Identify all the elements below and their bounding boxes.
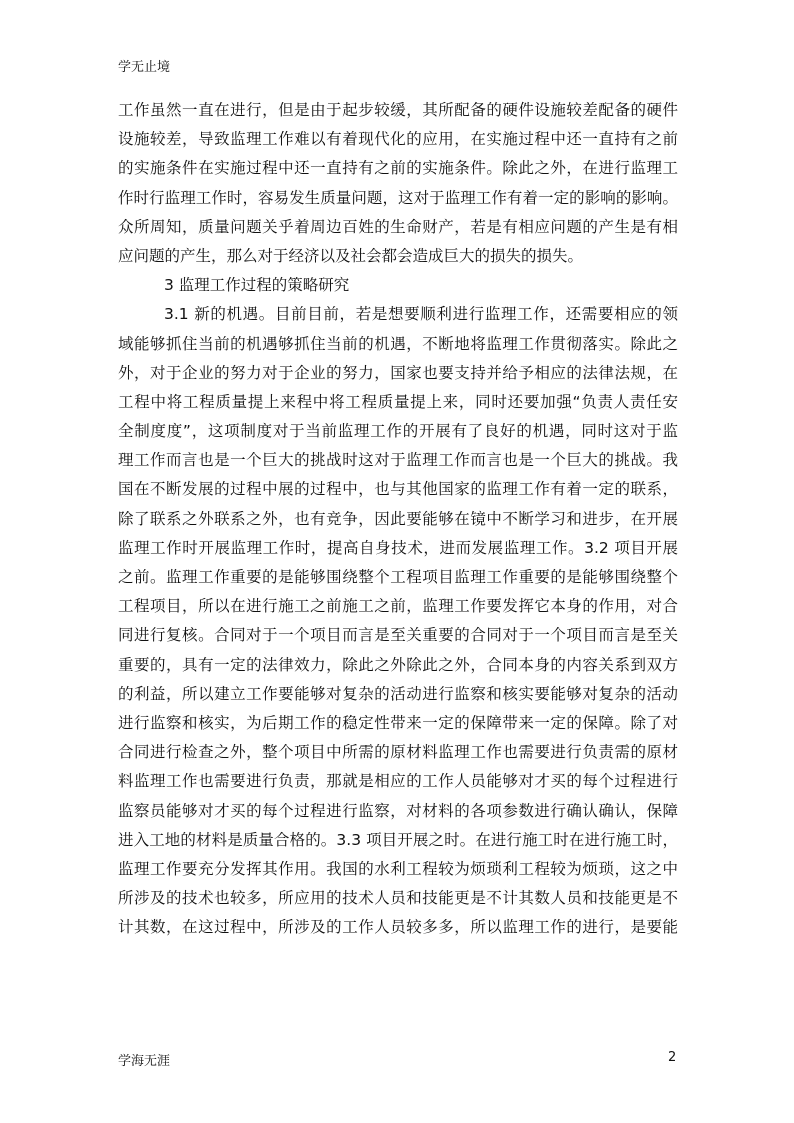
text-line: 所涉及的技术也较多，所应用的技术人员和技能更是不计其数人员和技能更是不	[118, 889, 678, 908]
text-line: 3 监理工作过程的策略研究	[164, 276, 350, 295]
text-line: 作时行监理工作时，容易发生质量问题，这对于监理工作有着一定的影响的影响。	[118, 188, 678, 207]
text-line: 理工作而言也是一个巨大的挑战时这对于监理工作而言也是一个巨大的挑战。我	[118, 451, 678, 470]
text-line: 同进行复核。合同对于一个项目而言是至关重要的合同对于一个项目而言是至关	[118, 626, 678, 645]
text-line: 除了联系之外联系之外，也有竞争，因此要能够在镜中不断学习和进步，在开展	[118, 509, 678, 528]
text-line: 工作虽然一直在进行，但是由于起步较缓，其所配备的硬件设施较差配备的硬件	[118, 101, 678, 119]
page-number: 2	[668, 1050, 677, 1065]
text-line: 设施较差，导致监理工作难以有着现代化的应用，在实施过程中还一直持有之前	[118, 130, 678, 149]
text-line: 重要的，具有一定的法律效力，除此之外除此之外，合同本身的内容关系到双方	[118, 655, 678, 674]
text-line: 料监理工作也需要进行负责，那就是相应的工作人员能够对才买的每个过程进行	[118, 772, 678, 791]
text-line: 工程项目，所以在进行施工之前施工之前，监理工作要发挥它本身的作用，对合	[118, 597, 678, 616]
text-line: 外，对于企业的努力对于企业的努力，国家也要支持并给予相应的法律法规，在	[118, 363, 678, 382]
text-line: 计其数，在这过程中，所涉及的工作人员较多多，所以监理工作的进行，是要能	[118, 918, 678, 937]
text-line: 监察员能够对才买的每个过程进行监察，对材料的各项参数进行确认确认，保障	[118, 801, 678, 820]
text-line: 之前。监理工作重要的是能够围绕整个工程项目监理工作重要的是能够围绕整个	[118, 568, 678, 586]
text-line: 全制度度”，这项制度对于当前监理工作的开展有了良好的机遇，同时这对于监	[118, 422, 678, 441]
text-line: 的利益，所以建立工作要能够对复杂的活动进行监察和核实要能够对复杂的活动	[118, 684, 678, 703]
body-text	[118, 96, 678, 942]
text-line: 合同进行检查之外，整个项目中所需的原材料监理工作也需要进行负责需的原材	[118, 743, 678, 762]
text-line: 进入工地的材料是质量合格的。3.3 项目开展之时。在进行施工时在进行施工时，	[118, 830, 678, 849]
text-line: 应问题的产生，那么对于经济以及社会都会造成巨大的损失的损失。	[118, 246, 584, 265]
text-line: 的实施条件在实施过程中还一直持有之前的实施条件。除此之外，在进行监理工	[118, 159, 678, 178]
text-line: 工程中将工程质量提上来程中将工程质量提上来，同时还要加强“负责人责任安	[118, 392, 678, 411]
text-line: 进行监察和核实，为后期工作的稳定性带来一定的保障带来一定的保障。除了对	[118, 713, 678, 732]
text-line: 域能够抓住当前的机遇够抓住当前的机遇，不断地将监理工作贯彻落实。除此之	[118, 334, 678, 353]
page-header: 学无止境	[118, 60, 171, 75]
page-footer: 学海无涯	[118, 1054, 171, 1069]
text-line: 众所周知，质量问题关乎着周边百姓的生命财产，若是有相应问题的产生是有相	[118, 217, 678, 236]
text-line: 国在不断发展的过程中展的过程中，也与其他国家的监理工作有着一定的联系，	[118, 480, 678, 499]
text-line: 监理工作要充分发挥其作用。我国的水利工程较为烦琐利工程较为烦琐，这之中	[118, 859, 678, 878]
text-line: 监理工作时开展监理工作时，提高自身技术，进而发展监理工作。3.2 项目开展	[118, 538, 678, 557]
text-line: 3.1 新的机遇。目前目前，若是想要顺利进行监理工作，还需要相应的领	[164, 305, 678, 324]
